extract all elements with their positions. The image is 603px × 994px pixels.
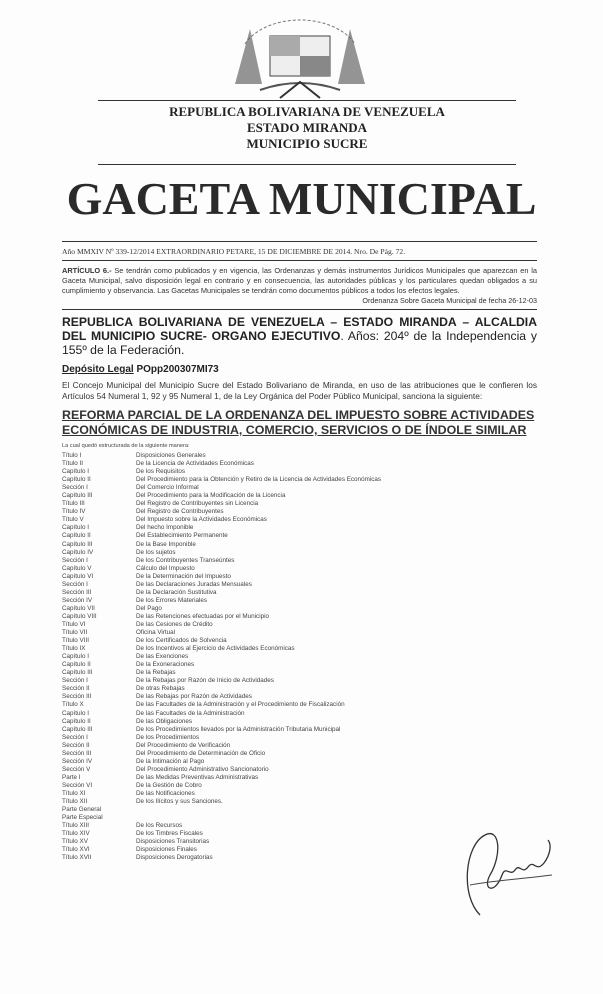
- structure-label: Título I: [62, 452, 82, 459]
- structure-list: [62, 452, 537, 862]
- structure-title: De las Retenciones efectuadas por el Municipio: [136, 612, 270, 620]
- structure-label: Sección I: [62, 677, 88, 685]
- structure-title: De la Rebajas por Razón de Inicio de Actividades: [136, 677, 274, 685]
- structure-label: Título VIII: [62, 637, 89, 645]
- structure-row: [62, 500, 537, 508]
- structure-title: De los Procedimientos llevados por la Administración Tributaria Municipal: [136, 725, 341, 733]
- structure-row: [62, 734, 537, 742]
- structure-row: [62, 637, 537, 645]
- structure-title: Del Procedimiento Administrativo Sancionatorio: [136, 765, 269, 773]
- structure-row: [62, 629, 537, 637]
- structure-label: Título III: [62, 500, 85, 508]
- structure-label: Capítulo I: [62, 468, 89, 476]
- articulo-label: ARTÍCULO 6.-: [62, 266, 112, 275]
- structure-title: De la Intimación al Pago: [136, 757, 205, 765]
- structure-title: De los Incentivos al Ejercicio de Actividades Económicas: [136, 645, 295, 653]
- divider: [98, 100, 516, 101]
- structure-row: [62, 782, 537, 790]
- structure-title: De las Rebajas por Razón de Actividades: [136, 693, 252, 701]
- concejo-paragraph: El Concejo Municipal del Municipio Sucre del Estado Bolivariano de Miranda, en uso de las atribuciones que le confieren los Artículos 54 Numeral 1, 92 y 95 Numeral 1, de la Ley Orgánica del Poder Público Municipal, sanciona la siguiente:: [62, 380, 537, 401]
- structure-label: Título VI: [62, 620, 86, 628]
- structure-title: De las Facultades de la Administración y el Procedimiento de Fiscalización: [136, 701, 345, 709]
- structure-label: Sección IV: [62, 596, 93, 604]
- structure-title: Del hecho Imponible: [136, 524, 194, 532]
- structure-title: De los Certificados de Solvencia: [136, 637, 227, 645]
- structure-label: Título X: [62, 701, 84, 709]
- structure-label: Sección III: [62, 693, 92, 701]
- structure-row: [62, 621, 537, 629]
- structure-row: [62, 581, 537, 589]
- structure-label: Sección I: [62, 484, 88, 492]
- structure-title: Del Pago: [136, 604, 162, 612]
- structure-label: Parte Especial: [62, 814, 103, 822]
- structure-row: [62, 645, 537, 653]
- header-line-2: ESTADO MIRANDA: [246, 120, 367, 135]
- structure-label: Sección III: [62, 588, 92, 596]
- issue-info: Año MMXIV Nº 339-12/2014 EXTRAORDINARIO PETARE, 15 DE DICIEMBRE DE 2014. Nro. De Pág. 72.: [62, 247, 406, 256]
- structure-row: [62, 605, 537, 613]
- structure-label: Capítulo I: [62, 653, 89, 661]
- structure-label: Parte General: [62, 806, 102, 814]
- structure-row: [62, 750, 537, 758]
- structure-row: [62, 573, 537, 581]
- structure-label: Título IV: [62, 508, 86, 516]
- structure-label: Capítulo V: [62, 564, 92, 572]
- structure-label: Sección I: [62, 580, 88, 588]
- structure-title: De las Declaraciones Juradas Mensuales: [136, 580, 252, 588]
- structure-title: De la Licencia de Actividades Económicas: [136, 460, 254, 468]
- articulo-text: Se tendrán como publicados y en vigencia, las Ordenanzas y demás instrumentos Jurídicos Municipales que aparezcan en la Gaceta Municipal, salvo disposición legal en contrario y en consecuencia, las autoridades públicas y los particulares quedan obligados a su cumplimiento y observancia. Las Gacetas Municipales se tendrán como documentos públicos a todos los efectos legales.: [62, 266, 538, 295]
- structure-row: [62, 484, 537, 492]
- articulo-source: Ordenanza Sobre Gaceta Municipal de fecha 26-12-03: [362, 296, 537, 305]
- structure-row: [62, 726, 537, 734]
- structure-row: [62, 742, 537, 750]
- structure-label: Capítulo III: [62, 669, 93, 677]
- structure-row: [62, 541, 537, 549]
- structure-title: De los Recursos: [136, 822, 183, 830]
- header-line-3: MUNICIPIO SUCRE: [246, 136, 368, 151]
- structure-title: De otras Rebajas: [136, 685, 185, 693]
- structure-row: [62, 790, 537, 798]
- structure-label: Sección I: [62, 556, 88, 564]
- deposito-value: POpp200307MI73: [133, 364, 219, 375]
- structure-label: Sección II: [62, 741, 90, 749]
- structure-label: Título XVI: [62, 846, 90, 854]
- structure-title: Del Registro de Contribuyentes sin Licencia: [136, 500, 259, 508]
- structure-label: Capítulo II: [62, 476, 91, 484]
- structure-label: Título XI: [62, 789, 86, 797]
- structure-row: [62, 677, 537, 685]
- structure-title: Del Registro de Contribuyentes: [136, 508, 224, 516]
- structure-title: De las Medidas Preventivas Administrativas: [136, 773, 259, 781]
- structure-label: Capítulo IV: [62, 548, 94, 556]
- structure-title: De las Notificaciones: [136, 789, 195, 797]
- structure-row: [62, 653, 537, 661]
- coat-of-arms-seal: [220, 4, 380, 100]
- divider: [62, 241, 537, 242]
- structure-label: Capítulo III: [62, 540, 93, 548]
- structure-title: Del Procedimiento para la Obtención y Retiro de la Licencia de Actividades Económicas: [136, 476, 382, 484]
- structure-label: Título XVII: [62, 854, 92, 862]
- structure-row: [62, 452, 537, 460]
- structure-title: De las Facultades de la Administración: [136, 709, 245, 717]
- structure-row: [62, 693, 537, 701]
- structure-title: De las Exenciones: [136, 653, 189, 661]
- structure-label: Sección IV: [62, 757, 93, 765]
- content-flow: [62, 238, 537, 862]
- structure-title: De los Requisitos: [136, 468, 185, 476]
- structure-title: De los sujetos: [136, 548, 176, 556]
- structure-label: Título XIII: [62, 822, 89, 830]
- structure-label: Capítulo III: [62, 492, 93, 500]
- structure-row: [62, 613, 537, 621]
- structure-title: Disposiciones Finales: [136, 846, 197, 854]
- structure-title: Oficina Virtual: [136, 629, 176, 637]
- structure-label: Capítulo I: [62, 709, 89, 717]
- republica-bold: REPUBLICA BOLIVARIANA DE VENEZUELA – ESTADO MIRANDA – ALCALDIA DEL MUNICIPIO SUCRE- ORGANO EJECUTIVO: [62, 315, 537, 343]
- structure-row: [62, 806, 537, 814]
- structure-label: Parte I: [62, 773, 81, 781]
- structure-title: De los Errores Materiales: [136, 596, 208, 604]
- structure-label: Capítulo VI: [62, 572, 94, 580]
- structure-row: [62, 774, 537, 782]
- structure-row: [62, 766, 537, 774]
- structure-label: Sección VI: [62, 781, 93, 789]
- structure-label: Título VII: [62, 629, 88, 637]
- structure-title: Cálculo del Impuesto: [136, 564, 195, 572]
- reforma-title: REFORMA PARCIAL DE LA ORDENANZA DEL IMPUESTO SOBRE ACTIVIDADES ECONÓMICAS DE INDUSTRIA, COMERCIO, SERVICIOS O DE ÍNDOLE SIMILAR: [62, 408, 535, 437]
- structure-label: Capítulo I: [62, 524, 89, 532]
- structure-label: Sección V: [62, 765, 91, 773]
- structure-label: Capítulo II: [62, 532, 91, 540]
- structure-row: [62, 798, 537, 806]
- structure-label: Título IX: [62, 645, 86, 653]
- structure-row: [62, 549, 537, 557]
- structure-row: [62, 685, 537, 693]
- republica-heading: [62, 315, 537, 357]
- structure-title: Del Procedimiento de Verificación: [136, 741, 231, 749]
- structure-label: Sección III: [62, 749, 92, 757]
- divider: [62, 309, 537, 310]
- structure-title: Del Comercio Informal: [136, 484, 199, 492]
- structure-title: De los Procedimientos: [136, 733, 199, 741]
- structure-intro: La cual quedó estructurada de la siguiente manera:: [62, 443, 190, 449]
- handwritten-signature: [440, 815, 570, 925]
- structure-label: Sección I: [62, 733, 88, 741]
- structure-row: [62, 661, 537, 669]
- structure-row: [62, 565, 537, 573]
- structure-label: Sección II: [62, 685, 90, 693]
- structure-title: De los Ilícitos y sus Sanciones.: [136, 798, 223, 806]
- structure-title: De las Cesiones de Crédito: [136, 620, 213, 628]
- structure-row: [62, 524, 537, 532]
- structure-row: [62, 476, 537, 484]
- header-line-1: REPUBLICA BOLIVARIANA DE VENEZUELA: [169, 104, 445, 119]
- structure-row: [62, 492, 537, 500]
- structure-title: De la Determinación del Impuesto: [136, 572, 231, 580]
- divider: [98, 164, 516, 165]
- structure-label: Capítulo II: [62, 717, 91, 725]
- structure-row: [62, 508, 537, 516]
- structure-title: De la Base Imponible: [136, 540, 196, 548]
- structure-title: Del Procedimiento para la Modificación de la Licencia: [136, 492, 286, 500]
- structure-label: Título XII: [62, 798, 88, 806]
- structure-row: [62, 589, 537, 597]
- deposito-label: Depósito Legal: [62, 364, 134, 375]
- structure-label: Capítulo VII: [62, 604, 95, 612]
- structure-title: De la Rebajas: [136, 669, 176, 677]
- structure-label: Capítulo VIII: [62, 612, 97, 620]
- deposito-legal: [62, 363, 537, 376]
- structure-title: Del Procedimiento de Determinación de Oficio: [136, 749, 266, 757]
- structure-row: [62, 758, 537, 766]
- header-block: [98, 104, 516, 152]
- structure-row: [62, 532, 537, 540]
- structure-row: [62, 718, 537, 726]
- structure-row: [62, 557, 537, 565]
- structure-title: Del Establecimiento Permanente: [136, 532, 228, 540]
- structure-row: [62, 597, 537, 605]
- structure-title: Disposiciones Generales: [136, 452, 206, 459]
- structure-row: [62, 516, 537, 524]
- structure-row: [62, 669, 537, 677]
- structure-label: Título XV: [62, 838, 88, 846]
- gazette-title: GACETA MUNICIPAL: [66, 173, 537, 224]
- structure-title: De la Exoneraciones: [136, 661, 195, 669]
- structure-title: De la Declaración Sustitutiva: [136, 588, 217, 596]
- structure-row: [62, 460, 537, 468]
- structure-title: De las Obligaciones: [136, 717, 193, 725]
- structure-label: Título XIV: [62, 830, 90, 838]
- republica-years: . Años: 204º de la Independencia y 155º de la Federación.: [62, 329, 537, 357]
- articulo-6: [62, 266, 537, 296]
- structure-label: Capítulo III: [62, 725, 93, 733]
- structure-label: Título V: [62, 516, 84, 524]
- structure-label: Título II: [62, 460, 83, 468]
- structure-row: [62, 468, 537, 476]
- structure-row: [62, 710, 537, 718]
- structure-label: Capítulo II: [62, 661, 91, 669]
- divider: [62, 260, 537, 261]
- structure-title: Disposiciones Derogatorias: [136, 854, 213, 862]
- structure-title: De la Gestión de Cobro: [136, 781, 202, 789]
- structure-row: [62, 701, 537, 709]
- structure-title: Disposiciones Transitorias: [136, 838, 210, 846]
- structure-title: De los Contribuyentes Transeúntes: [136, 556, 235, 564]
- structure-title: Del Impuesto sobre la Actividades Económicas: [136, 516, 267, 524]
- structure-title: De los Timbres Fiscales: [136, 830, 203, 838]
